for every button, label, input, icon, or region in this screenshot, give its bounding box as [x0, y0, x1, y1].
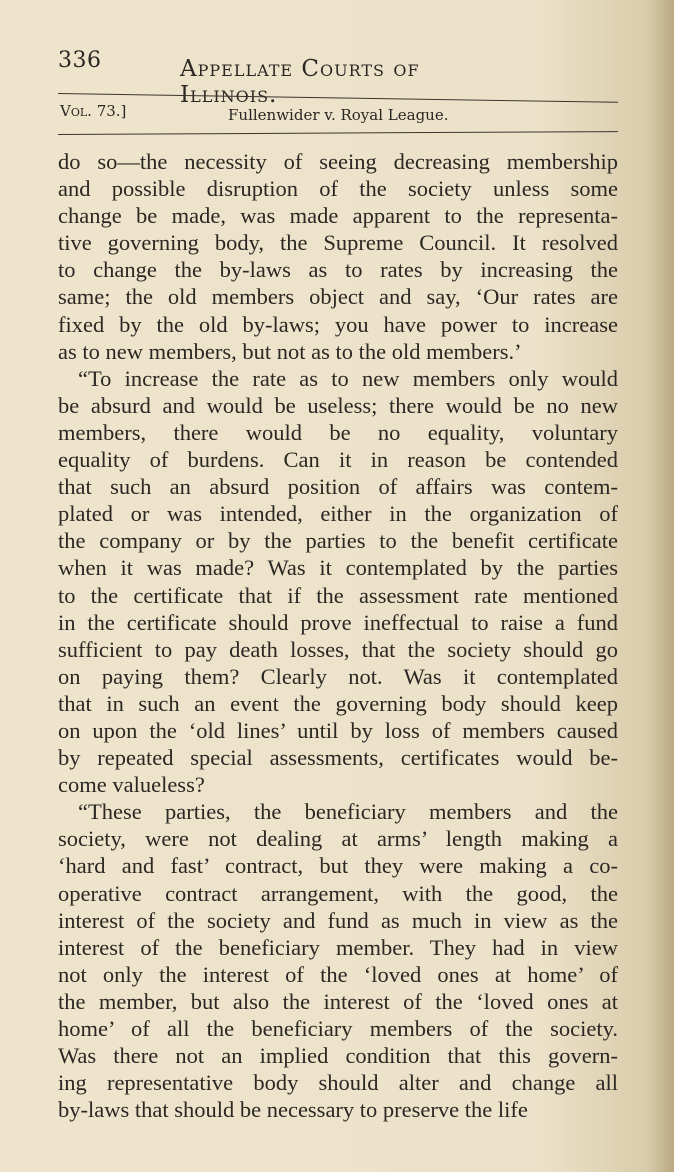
text-line: that in such an event the governing body should keep	[58, 690, 618, 716]
text-line: “To increase the rate as to new members only would	[78, 365, 618, 391]
text-line: members, there would be no equality, voluntary	[58, 419, 618, 445]
text-line: do so—the necessity of seeing decreasing membership	[58, 149, 618, 174]
text-line: home’ of all the beneficiary members of the society.	[58, 1016, 618, 1041]
text-line: by repeated special assessments, certificates would be-	[58, 745, 618, 771]
text-line: in the certificate should prove ineffectual to raise a fund	[58, 609, 618, 635]
text-line: to change the by-laws as to rates by increasing the	[58, 257, 618, 283]
text-line: on paying them? Clearly not. Was it contemplated	[58, 663, 618, 689]
text-line: be absurd and would be useless; there would be no new	[58, 392, 618, 418]
text-line: equality of burdens. Can it in reason be contended	[58, 447, 618, 473]
running-title: Appellate Courts of Illinois.	[180, 56, 420, 108]
text-line: when it was made? Was it contemplated by the parties	[58, 555, 618, 581]
text-line: come valueless?	[58, 772, 205, 798]
text-line: fixed by the old by-laws; you have power to increase	[58, 311, 618, 337]
text-line: the member, but also the interest of the ‘loved ones at	[58, 988, 618, 1014]
text-line: sufficient to pay death losses, that the society should go	[58, 636, 618, 662]
text-line: interest of the beneficiary member. They had in view	[58, 934, 618, 960]
text-line: “These parties, the beneficiary members and the	[78, 799, 618, 825]
page-number: 336	[58, 48, 102, 73]
text-line: ing representative body should alter and change all	[58, 1070, 618, 1096]
paragraph	[58, 798, 618, 1123]
body-text	[58, 148, 618, 1123]
text-line: the company or by the parties to the benefit certificate	[58, 528, 618, 554]
text-line: that such an absurd position of affairs was contem-	[58, 474, 618, 500]
text-line: society, were not dealing at arms’ length making a	[58, 826, 618, 852]
text-line: and possible disruption of the society unless some	[58, 176, 618, 202]
volume-label: Vol. 73.]	[60, 102, 127, 120]
text-line: same; the old members object and say, ‘Our rates are	[58, 284, 618, 310]
text-line: on upon the ‘old lines’ until by loss of members caused	[58, 717, 618, 743]
text-line: by-laws that should be necessary to preserve the life	[58, 1097, 528, 1123]
text-line: Was there not an implied condition that this govern-	[58, 1043, 618, 1069]
text-line: operative contract arrangement, with the good, the	[58, 880, 618, 906]
text-line: ‘hard and fast’ contract, but they were making a co-	[58, 853, 618, 879]
text-line: not only the interest of the ‘loved ones at home’ of	[58, 961, 618, 987]
text-line: plated or was intended, either in the organization of	[58, 501, 618, 527]
case-title: Fullenwider v. Royal League.	[228, 106, 449, 124]
paragraph	[58, 365, 618, 799]
text-line: tive governing body, the Supreme Council. It resolved	[58, 230, 618, 256]
header-rule-bottom	[58, 131, 618, 135]
text-line: to the certificate that if the assessment rate mentioned	[58, 582, 618, 608]
paragraph	[58, 148, 618, 365]
text-line: as to new members, but not as to the old members.’	[58, 338, 522, 364]
text-line: interest of the society and fund as much in view as the	[58, 907, 618, 933]
text-line: change be made, was made apparent to the representa-	[58, 203, 618, 229]
